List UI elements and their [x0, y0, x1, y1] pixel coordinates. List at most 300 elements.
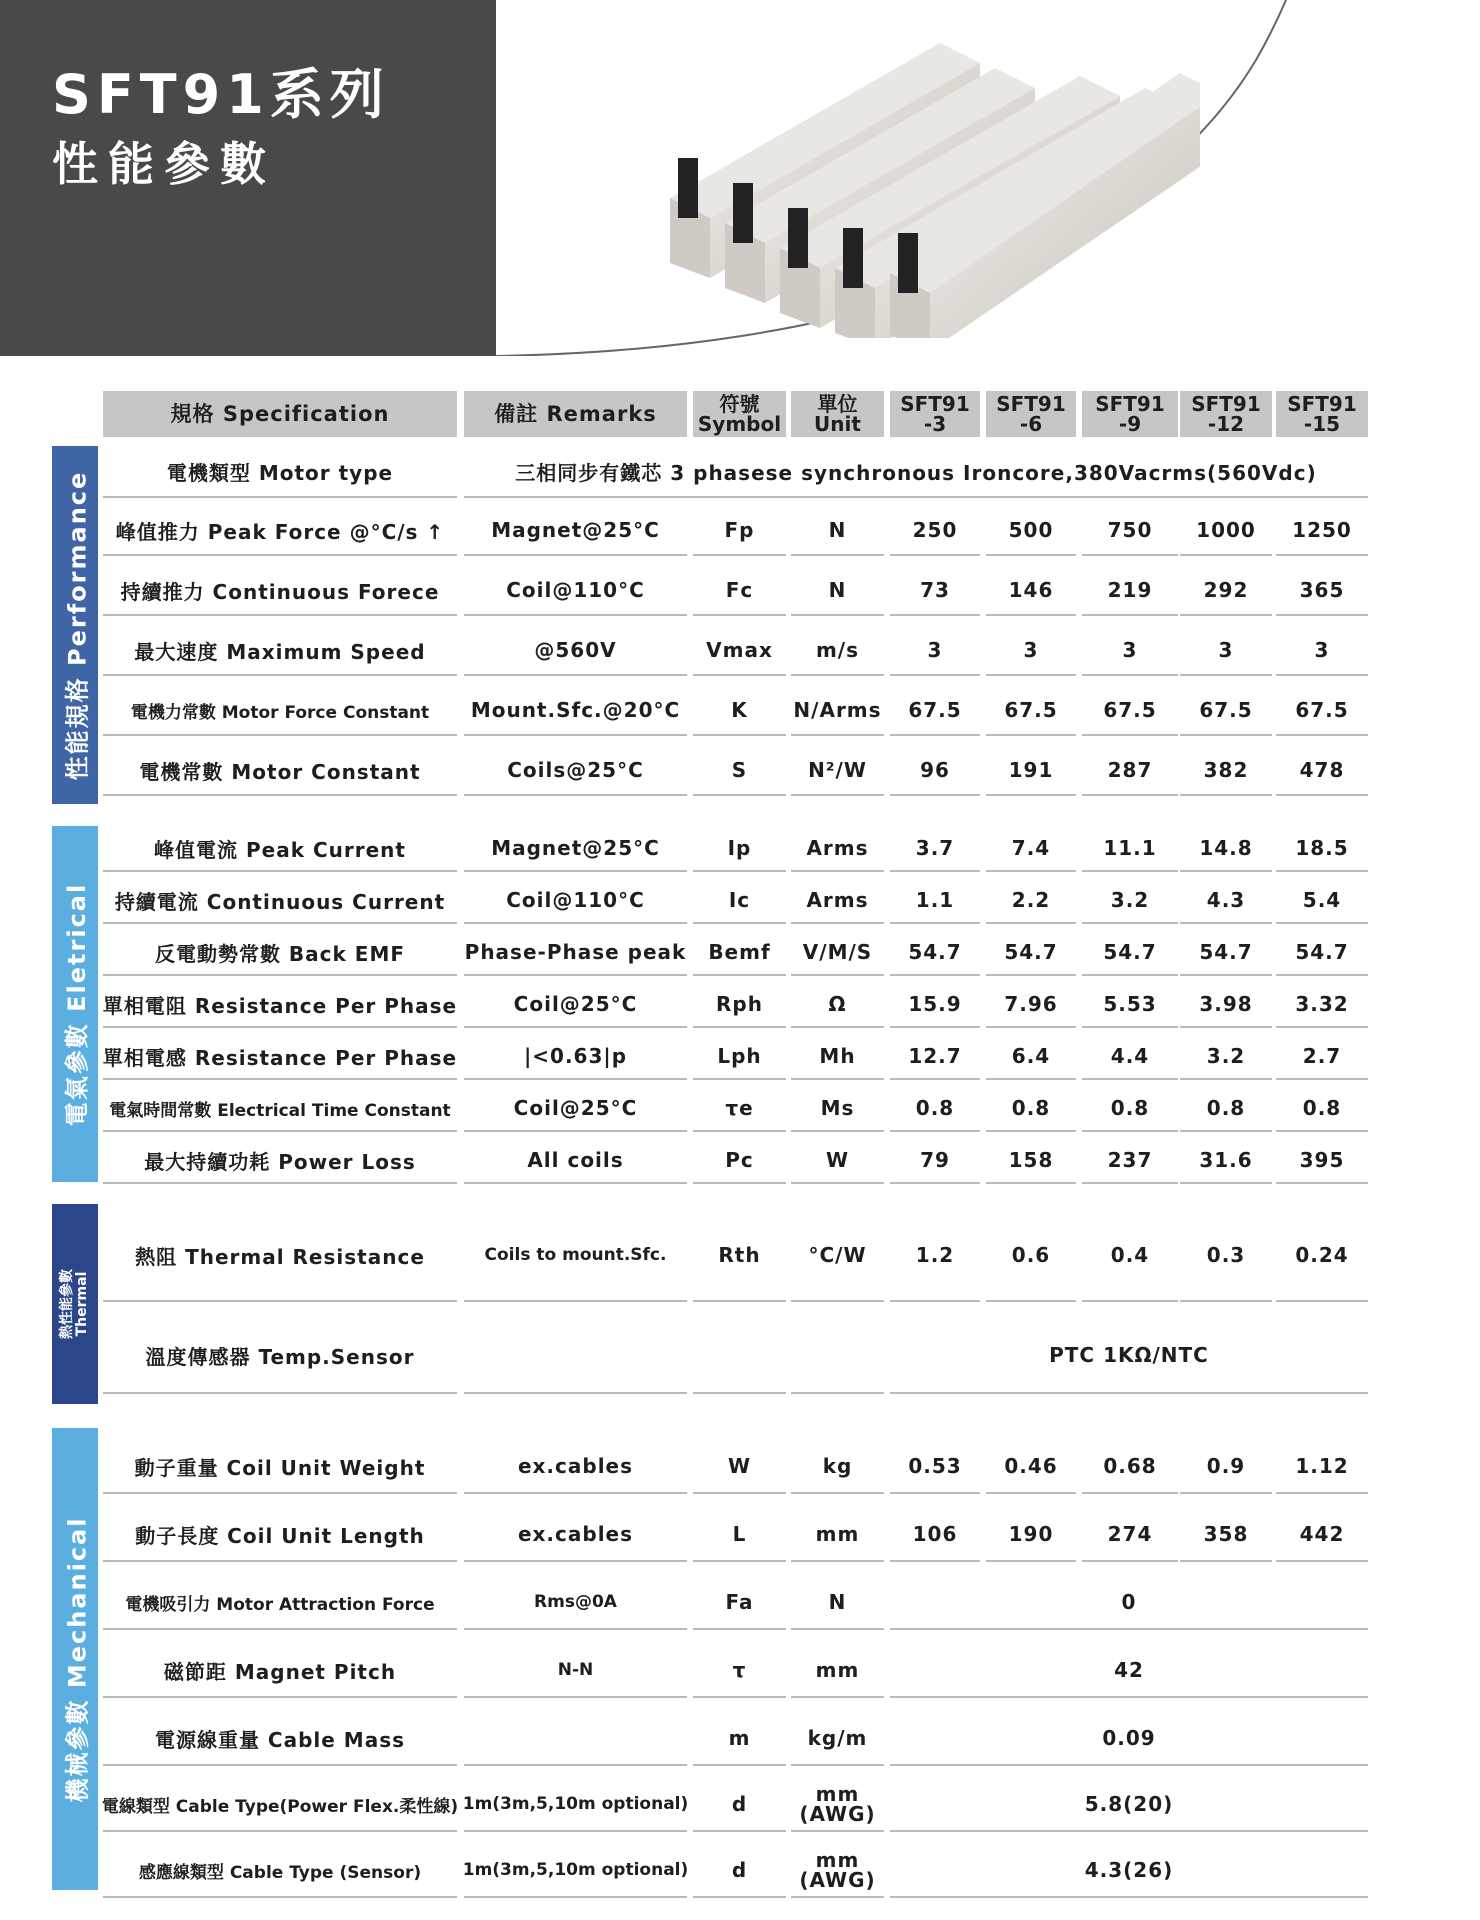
linear-motor-image: [640, 18, 1200, 338]
row-value: 0.4: [1110, 1243, 1150, 1267]
row-divider: [1180, 870, 1272, 872]
row-divider: [986, 674, 1076, 676]
model-header-suffix: -15: [1303, 412, 1341, 436]
row-divider: [1082, 1078, 1178, 1080]
model-header-12: [1180, 391, 1272, 437]
row-divider: [1082, 870, 1178, 872]
row-value: 0.68: [1103, 1454, 1157, 1478]
row-symbol: d: [731, 1792, 748, 1816]
row-divider: [464, 1896, 687, 1898]
motor-type-value: 三相同步有鐵芯 3 phasese synchronous Ironcore,380Vacrms(560Vdc): [515, 460, 1317, 485]
row-value: 54.7: [1103, 940, 1157, 964]
row-divider: [103, 1026, 457, 1028]
temp-sensor-label: 溫度傳感器 Temp.Sensor: [145, 1344, 415, 1369]
row-label: 反電動勢常數 Back EMF: [154, 941, 406, 966]
row-divider: [1180, 922, 1272, 924]
row-divider: [791, 1492, 884, 1494]
row-divider: [890, 1392, 1368, 1394]
row-divider: [1276, 794, 1368, 796]
row-label: 感應線類型 Cable Type (Sensor): [138, 1862, 422, 1883]
row-value: 3: [1314, 638, 1330, 662]
row-value: 365: [1299, 578, 1345, 602]
row-divider: [1082, 674, 1178, 676]
row-value: 67.5: [908, 698, 962, 722]
row-remarks: 1m(3m,5,10m optional): [462, 1860, 689, 1880]
row-value: 3: [1023, 638, 1039, 662]
row-divider: [103, 794, 457, 796]
row-symbol: Rth: [718, 1243, 761, 1267]
row-divider: [1082, 554, 1178, 556]
row-value: 12.7: [908, 1044, 962, 1068]
row-divider: [1082, 1130, 1178, 1132]
row-divider: [464, 974, 687, 976]
row-divider: [791, 1392, 884, 1394]
row-merged-value: 0.09: [1102, 1726, 1156, 1750]
row-label: 熱阻 Thermal Resistance: [135, 1244, 425, 1269]
row-value: 1.12: [1295, 1454, 1349, 1478]
row-divider: [890, 794, 980, 796]
row-divider: [1082, 922, 1178, 924]
row-divider: [103, 614, 457, 616]
row-divider: [890, 922, 980, 924]
row-value: 292: [1203, 578, 1249, 602]
row-label: 電機常數 Motor Constant: [139, 759, 421, 784]
row-divider: [986, 1182, 1076, 1184]
row-divider: [464, 1182, 687, 1184]
remarks-header: 備註 Remarks: [464, 391, 687, 437]
row-divider: [791, 614, 884, 616]
row-unit: N: [828, 578, 847, 602]
section-electrical: [52, 826, 98, 1182]
row-value: 1.1: [915, 888, 955, 912]
row-unit: W: [825, 1148, 850, 1172]
row-value: 106: [912, 1522, 958, 1546]
row-value: 478: [1299, 758, 1345, 782]
row-divider: [464, 1078, 687, 1080]
row-divider: [1180, 674, 1272, 676]
row-merged-value: 42: [1114, 1658, 1144, 1682]
row-divider: [1276, 974, 1368, 976]
model-header-name: SFT91: [1191, 392, 1261, 416]
row-value: 0.53: [908, 1454, 962, 1478]
row-divider: [693, 1300, 786, 1302]
row-value: 3.2: [1110, 888, 1150, 912]
row-divider: [791, 974, 884, 976]
row-label: 最大持續功耗 Power Loss: [144, 1149, 416, 1174]
unit-header-en: Unit: [814, 412, 861, 436]
row-remarks: |<0.63|p: [523, 1044, 628, 1068]
row-divider: [1082, 1026, 1178, 1028]
row-divider: [693, 1182, 786, 1184]
row-value: 3: [1122, 638, 1138, 662]
model-header-15: [1276, 391, 1368, 437]
row-remarks: @560V: [534, 638, 617, 662]
row-value: 191: [1008, 758, 1054, 782]
row-value: 0.8: [1110, 1096, 1150, 1120]
row-value: 0.8: [1206, 1096, 1246, 1120]
row-divider: [986, 1560, 1076, 1562]
row-value: 3.32: [1295, 992, 1349, 1016]
row-symbol: L: [732, 1522, 747, 1546]
row-divider: [986, 1300, 1076, 1302]
row-unit: [791, 1778, 884, 1830]
row-value: 1.2: [915, 1243, 955, 1267]
row-label: 動子重量 Coil Unit Weight: [134, 1455, 426, 1480]
row-divider: [1276, 734, 1368, 736]
row-label: 動子長度 Coil Unit Length: [135, 1523, 425, 1548]
row-divider: [693, 922, 786, 924]
row-divider: [791, 794, 884, 796]
row-divider: [890, 1560, 980, 1562]
unit-header: [791, 391, 884, 437]
row-value: 395: [1299, 1148, 1345, 1172]
series-subtitle: 性能參數: [52, 137, 276, 191]
row-remarks: ex.cables: [517, 1454, 634, 1478]
row-symbol: d: [731, 1858, 748, 1882]
row-remarks: Coils@25°C: [507, 758, 644, 782]
row-value: 0.24: [1295, 1243, 1349, 1267]
row-divider: [693, 1130, 786, 1132]
unit-top: mm: [815, 1782, 860, 1806]
row-value: 67.5: [1004, 698, 1058, 722]
row-divider: [1180, 1182, 1272, 1184]
row-value: 250: [912, 518, 958, 542]
row-value: 1250: [1292, 518, 1352, 542]
section-performance-label: 性能規格 Performance: [63, 470, 92, 780]
row-remarks: All coils: [527, 1148, 624, 1172]
row-value: 11.1: [1103, 836, 1157, 860]
row-divider: [464, 554, 687, 556]
row-divider: [693, 1392, 786, 1394]
section-performance: [52, 446, 98, 804]
row-divider: [890, 674, 980, 676]
row-label: 單相電感 Resistance Per Phase: [102, 1045, 458, 1070]
row-divider: [986, 1130, 1076, 1132]
row-divider: [464, 794, 687, 796]
row-value: 73: [920, 578, 950, 602]
row-value: 750: [1107, 518, 1153, 542]
row-divider: [890, 1896, 1368, 1898]
row-label: 單相電阻 Resistance Per Phase: [102, 993, 458, 1018]
row-divider: [1082, 734, 1178, 736]
row-remarks: Coil@25°C: [513, 1096, 638, 1120]
row-remarks: Rms@0A: [534, 1592, 617, 1612]
row-value: 287: [1107, 758, 1153, 782]
row-symbol: m: [728, 1726, 751, 1750]
symbol-header-en: Symbol: [697, 412, 782, 436]
row-remarks: Coil@110°C: [506, 578, 645, 602]
row-divider: [103, 1392, 457, 1394]
row-divider: [1276, 922, 1368, 924]
title-panel: [0, 0, 496, 356]
row-divider: [791, 870, 884, 872]
row-value: 54.7: [908, 940, 962, 964]
row-divider: [1082, 1300, 1178, 1302]
row-value: 31.6: [1199, 1148, 1253, 1172]
row-unit: °C/W: [808, 1243, 867, 1267]
row-value: 500: [1008, 518, 1054, 542]
row-divider: [986, 1026, 1076, 1028]
model-header-6: [986, 391, 1076, 437]
section-electrical-label: 電氣參數 Eletrical: [63, 882, 92, 1126]
row-divider: [890, 1130, 980, 1132]
row-label: 電機吸引力 Motor Attraction Force: [125, 1594, 435, 1615]
row-divider: [103, 1628, 457, 1630]
row-divider: [1180, 1078, 1272, 1080]
row-label: 磁節距 Magnet Pitch: [163, 1659, 397, 1684]
row-divider: [791, 1300, 884, 1302]
row-divider: [890, 1696, 1368, 1698]
row-divider: [464, 1130, 687, 1132]
row-divider: [103, 734, 457, 736]
row-divider: [103, 1560, 457, 1562]
row-divider: [1180, 1492, 1272, 1494]
row-unit: N/Arms: [793, 698, 882, 722]
row-symbol: Ip: [727, 836, 752, 860]
row-divider: [693, 794, 786, 796]
row-divider: [986, 794, 1076, 796]
row-divider: [1180, 1130, 1272, 1132]
row-value: 3: [1218, 638, 1234, 662]
row-symbol: Lph: [717, 1044, 762, 1068]
row-divider: [791, 1182, 884, 1184]
symbol-header-cn: 符號: [719, 392, 760, 416]
row-value: 4.4: [1110, 1044, 1150, 1068]
row-divider: [986, 1078, 1076, 1080]
row-symbol: τ: [732, 1658, 747, 1682]
row-remarks: Coil@25°C: [513, 992, 638, 1016]
row-divider: [464, 1830, 687, 1832]
row-divider: [890, 1026, 980, 1028]
row-value: 219: [1107, 578, 1153, 602]
row-divider: [890, 1300, 980, 1302]
row-value: 3.2: [1206, 1044, 1246, 1068]
row-divider: [791, 1896, 884, 1898]
row-value: 96: [920, 758, 950, 782]
row-value: 54.7: [1004, 940, 1058, 964]
row-divider: [693, 974, 786, 976]
row-divider: [1276, 1078, 1368, 1080]
row-divider: [103, 554, 457, 556]
row-divider: [693, 1628, 786, 1630]
row-divider: [464, 1560, 687, 1562]
row-divider: [1276, 1492, 1368, 1494]
section-mechanical: [52, 1428, 98, 1890]
row-divider: [103, 870, 457, 872]
row-merged-value: 0: [1121, 1590, 1137, 1614]
row-value: 3: [927, 638, 943, 662]
row-value: 4.3: [1206, 888, 1246, 912]
row-divider: [693, 554, 786, 556]
row-value: 2.2: [1011, 888, 1051, 912]
row-divider: [986, 870, 1076, 872]
row-divider: [890, 614, 980, 616]
row-unit: kg: [822, 1454, 853, 1478]
model-header-suffix: -6: [1019, 412, 1043, 436]
row-unit: Mh: [819, 1044, 856, 1068]
model-header-9: [1082, 391, 1178, 437]
row-value: 6.4: [1011, 1044, 1051, 1068]
row-divider: [693, 1492, 786, 1494]
row-divider: [464, 870, 687, 872]
row-divider: [986, 974, 1076, 976]
row-value: 54.7: [1295, 940, 1349, 964]
row-merged-value: 5.8(20): [1084, 1792, 1174, 1816]
row-divider: [693, 674, 786, 676]
row-unit: Arms: [806, 888, 869, 912]
row-divider: [464, 1764, 687, 1766]
row-divider: [890, 1764, 1368, 1766]
row-symbol: Bemf: [708, 940, 771, 964]
row-value: 0.9: [1206, 1454, 1246, 1478]
row-unit: V/M/S: [802, 940, 873, 964]
row-value: 0.46: [1004, 1454, 1058, 1478]
row-divider: [1180, 614, 1272, 616]
row-divider: [791, 1764, 884, 1766]
row-divider: [791, 1078, 884, 1080]
row-remarks: Mount.Sfc.@20°C: [470, 698, 681, 722]
row-divider: [693, 1830, 786, 1832]
row-value: 0.8: [1011, 1096, 1051, 1120]
section-thermal-en: Thermal: [74, 1271, 90, 1337]
row-symbol: Rph: [716, 992, 763, 1016]
row-divider: [464, 1628, 687, 1630]
row-value: 0.6: [1011, 1243, 1051, 1267]
row-unit: kg/m: [807, 1726, 868, 1750]
model-header-3: [890, 391, 980, 437]
row-divider: [1180, 554, 1272, 556]
row-label: 電氣時間常數 Electrical Time Constant: [109, 1100, 451, 1121]
row-value: 5.4: [1302, 888, 1342, 912]
row-divider: [103, 674, 457, 676]
row-value: 358: [1203, 1522, 1249, 1546]
row-symbol: Vmax: [706, 638, 773, 662]
row-value: 158: [1008, 1148, 1054, 1172]
row-unit: Arms: [806, 836, 869, 860]
row-divider: [103, 1896, 457, 1898]
row-divider: [791, 1830, 884, 1832]
row-divider: [791, 922, 884, 924]
row-symbol: W: [727, 1454, 752, 1478]
row-unit: mm: [815, 1658, 860, 1682]
row-unit: N²/W: [808, 758, 867, 782]
row-value: 79: [920, 1148, 950, 1172]
row-divider: [103, 496, 457, 498]
row-label: 持續推力 Continuous Forece: [120, 579, 440, 604]
row-divider: [1082, 1560, 1178, 1562]
row-label: 峰值推力 Peak Force @°C/s ↑: [115, 519, 445, 544]
row-symbol: S: [731, 758, 748, 782]
row-symbol: Fp: [724, 518, 755, 542]
row-divider: [791, 1130, 884, 1132]
row-divider: [464, 1026, 687, 1028]
row-divider: [1180, 1300, 1272, 1302]
row-divider: [103, 1182, 457, 1184]
row-divider: [103, 1696, 457, 1698]
row-value: 7.4: [1011, 836, 1051, 860]
row-divider: [464, 1492, 687, 1494]
row-divider: [1276, 554, 1368, 556]
row-divider: [693, 1896, 786, 1898]
row-divider: [693, 1764, 786, 1766]
row-divider: [986, 922, 1076, 924]
row-remarks: Coil@110°C: [506, 888, 645, 912]
row-value: 3.98: [1199, 992, 1253, 1016]
row-divider: [103, 974, 457, 976]
symbol-header: [693, 391, 786, 437]
row-label: 電機力常數 Motor Force Constant: [130, 702, 430, 723]
row-symbol: K: [731, 698, 748, 722]
row-value: 14.8: [1199, 836, 1253, 860]
row-unit: m/s: [815, 638, 860, 662]
row-divider: [791, 1560, 884, 1562]
row-symbol: τe: [725, 1096, 754, 1120]
row-value: 0.3: [1206, 1243, 1246, 1267]
row-unit: [791, 1844, 884, 1896]
row-divider: [693, 1560, 786, 1562]
row-value: 7.96: [1004, 992, 1058, 1016]
row-symbol: Ic: [728, 888, 751, 912]
row-remarks: ex.cables: [517, 1522, 634, 1546]
row-divider: [791, 734, 884, 736]
row-divider: [464, 734, 687, 736]
row-divider: [1082, 1182, 1178, 1184]
row-divider: [791, 554, 884, 556]
row-divider: [1082, 974, 1178, 976]
unit-header-cn: 單位: [817, 392, 858, 416]
row-divider: [1082, 794, 1178, 796]
row-merged-value: 4.3(26): [1084, 1858, 1174, 1882]
row-divider: [890, 1492, 980, 1494]
row-divider: [103, 1764, 457, 1766]
row-divider: [986, 1492, 1076, 1494]
row-divider: [464, 496, 1368, 498]
row-value: 237: [1107, 1148, 1153, 1172]
row-value: 146: [1008, 578, 1054, 602]
model-header-name: SFT91: [996, 392, 1066, 416]
row-divider: [1276, 1182, 1368, 1184]
model-header-suffix: -3: [923, 412, 947, 436]
model-header-name: SFT91: [1287, 392, 1357, 416]
row-unit: Ms: [820, 1096, 855, 1120]
row-value: 2.7: [1302, 1044, 1342, 1068]
row-value: 67.5: [1295, 698, 1349, 722]
row-divider: [1082, 1492, 1178, 1494]
section-mechanical-label: 機械參數 Mechanical: [63, 1516, 92, 1802]
row-unit: Ω: [828, 992, 847, 1016]
row-divider: [1180, 974, 1272, 976]
row-divider: [103, 1130, 457, 1132]
hero-banner: [0, 0, 1480, 356]
row-divider: [103, 1492, 457, 1494]
row-divider: [791, 1696, 884, 1698]
row-divider: [1180, 1560, 1272, 1562]
model-header-name: SFT91: [900, 392, 970, 416]
row-divider: [1276, 614, 1368, 616]
motor-type-label: 電機類型 Motor type: [166, 460, 394, 485]
row-symbol: Fa: [725, 1590, 754, 1614]
row-value: 1000: [1196, 518, 1256, 542]
row-value: 5.53: [1103, 992, 1157, 1016]
row-divider: [103, 1830, 457, 1832]
row-divider: [890, 1830, 1368, 1832]
row-divider: [890, 870, 980, 872]
row-remarks: Coils to mount.Sfc.: [484, 1245, 667, 1265]
row-divider: [693, 734, 786, 736]
row-divider: [791, 1026, 884, 1028]
row-label: 最大速度 Maximum Speed: [134, 639, 426, 664]
model-header-name: SFT91: [1095, 392, 1165, 416]
